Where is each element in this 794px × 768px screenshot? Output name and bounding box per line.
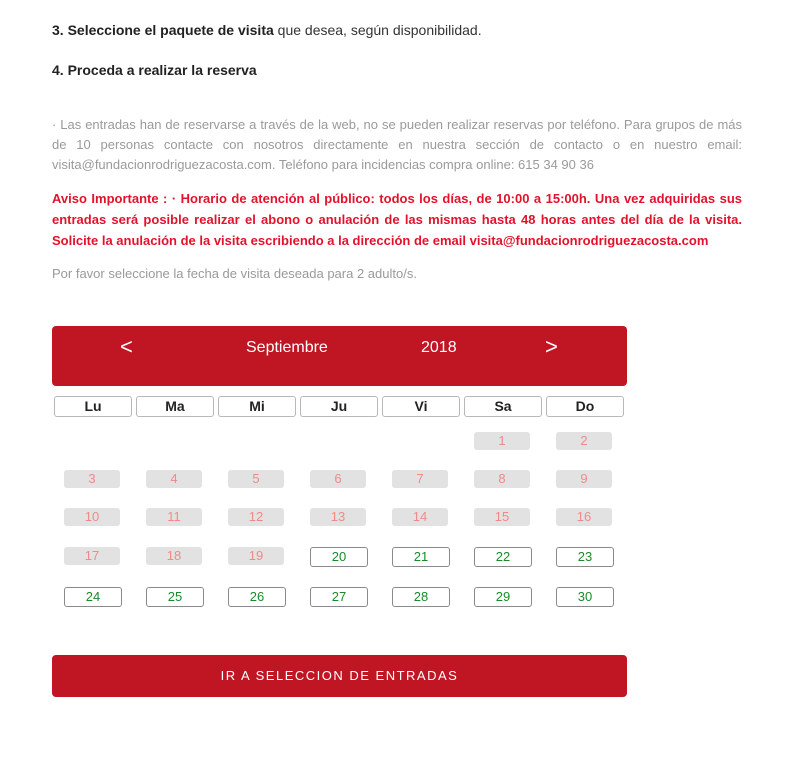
calendar-day-30[interactable]: 30 <box>556 587 614 607</box>
calendar-day-13: 13 <box>310 508 366 526</box>
calendar-day-5: 5 <box>228 470 284 488</box>
calendar-day-23[interactable]: 23 <box>556 547 614 567</box>
calendar-day-9: 9 <box>556 470 612 488</box>
calendar-day-6: 6 <box>310 470 366 488</box>
next-month-button[interactable]: > <box>545 334 558 359</box>
calendar-day-15: 15 <box>474 508 530 526</box>
prev-month-button[interactable]: < <box>120 334 133 359</box>
calendar-day-2: 2 <box>556 432 612 450</box>
calendar-day-16: 16 <box>556 508 612 526</box>
calendar-day-20[interactable]: 20 <box>310 547 368 567</box>
calendar-day-26[interactable]: 26 <box>228 587 286 607</box>
calendar-day-18: 18 <box>146 547 202 565</box>
calendar-day-1: 1 <box>474 432 530 450</box>
step-3-title: 3. Seleccione el paquete de visita <box>52 22 274 38</box>
date-select-note: Por favor seleccione la fecha de visita deseada para 2 adulto/s. <box>52 266 417 281</box>
calendar-day-19: 19 <box>228 547 284 565</box>
calendar-day-7: 7 <box>392 470 448 488</box>
calendar-day-4: 4 <box>146 470 202 488</box>
calendar-year: 2018 <box>421 339 457 356</box>
calendar-day-17: 17 <box>64 547 120 565</box>
weekday-mi: Mi <box>218 396 296 417</box>
calendar-day-12: 12 <box>228 508 284 526</box>
step-3-desc: que desea, según disponibilidad. <box>273 22 482 38</box>
weekday-ma: Ma <box>136 396 214 417</box>
calendar-day-10: 10 <box>64 508 120 526</box>
calendar-day-3: 3 <box>64 470 120 488</box>
weekday-do: Do <box>546 396 624 417</box>
go-to-tickets-button[interactable]: IR A SELECCION DE ENTRADAS <box>52 655 627 697</box>
calendar-day-8: 8 <box>474 470 530 488</box>
weekday-sa: Sa <box>464 396 542 417</box>
info-text: · Las entradas han de reservarse a través de la web, no se pueden realizar reservas por teléfono. Para grupos de más de 10 personas contacte con nosotros directamente en nuestra sección de contacto o en nuestro email: visita@fundacionrodriguezacosta.com. Teléfono para incidencias compra online: 615 34 90 36 <box>52 117 742 172</box>
step-4-title: 4. Proceda a realizar la reserva <box>52 62 257 78</box>
weekday-vi: Vi <box>382 396 460 417</box>
calendar-month: Septiembre <box>246 339 328 356</box>
calendar-day-11: 11 <box>146 508 202 526</box>
calendar-day-14: 14 <box>392 508 448 526</box>
calendar-day-21[interactable]: 21 <box>392 547 450 567</box>
calendar-header <box>52 326 627 386</box>
calendar-day-27[interactable]: 27 <box>310 587 368 607</box>
weekday-ju: Ju <box>300 396 378 417</box>
calendar-day-22[interactable]: 22 <box>474 547 532 567</box>
step-4 <box>52 62 257 78</box>
calendar-day-25[interactable]: 25 <box>146 587 204 607</box>
step-3 <box>52 22 482 38</box>
important-notice: Aviso Importante : · Horario de atención al público: todos los días, de 10:00 a 15:00h. Una vez adquiridas sus entradas será posible realizar el abono o anulación de las mismas hasta 48 horas antes del día de la visita. Solicite la anulación de la visita escribiendo a la dirección de email visita@fundacionrodriguezacosta.com <box>52 191 742 248</box>
calendar-day-29[interactable]: 29 <box>474 587 532 607</box>
weekday-lu: Lu <box>54 396 132 417</box>
calendar-day-24[interactable]: 24 <box>64 587 122 607</box>
calendar-day-28[interactable]: 28 <box>392 587 450 607</box>
